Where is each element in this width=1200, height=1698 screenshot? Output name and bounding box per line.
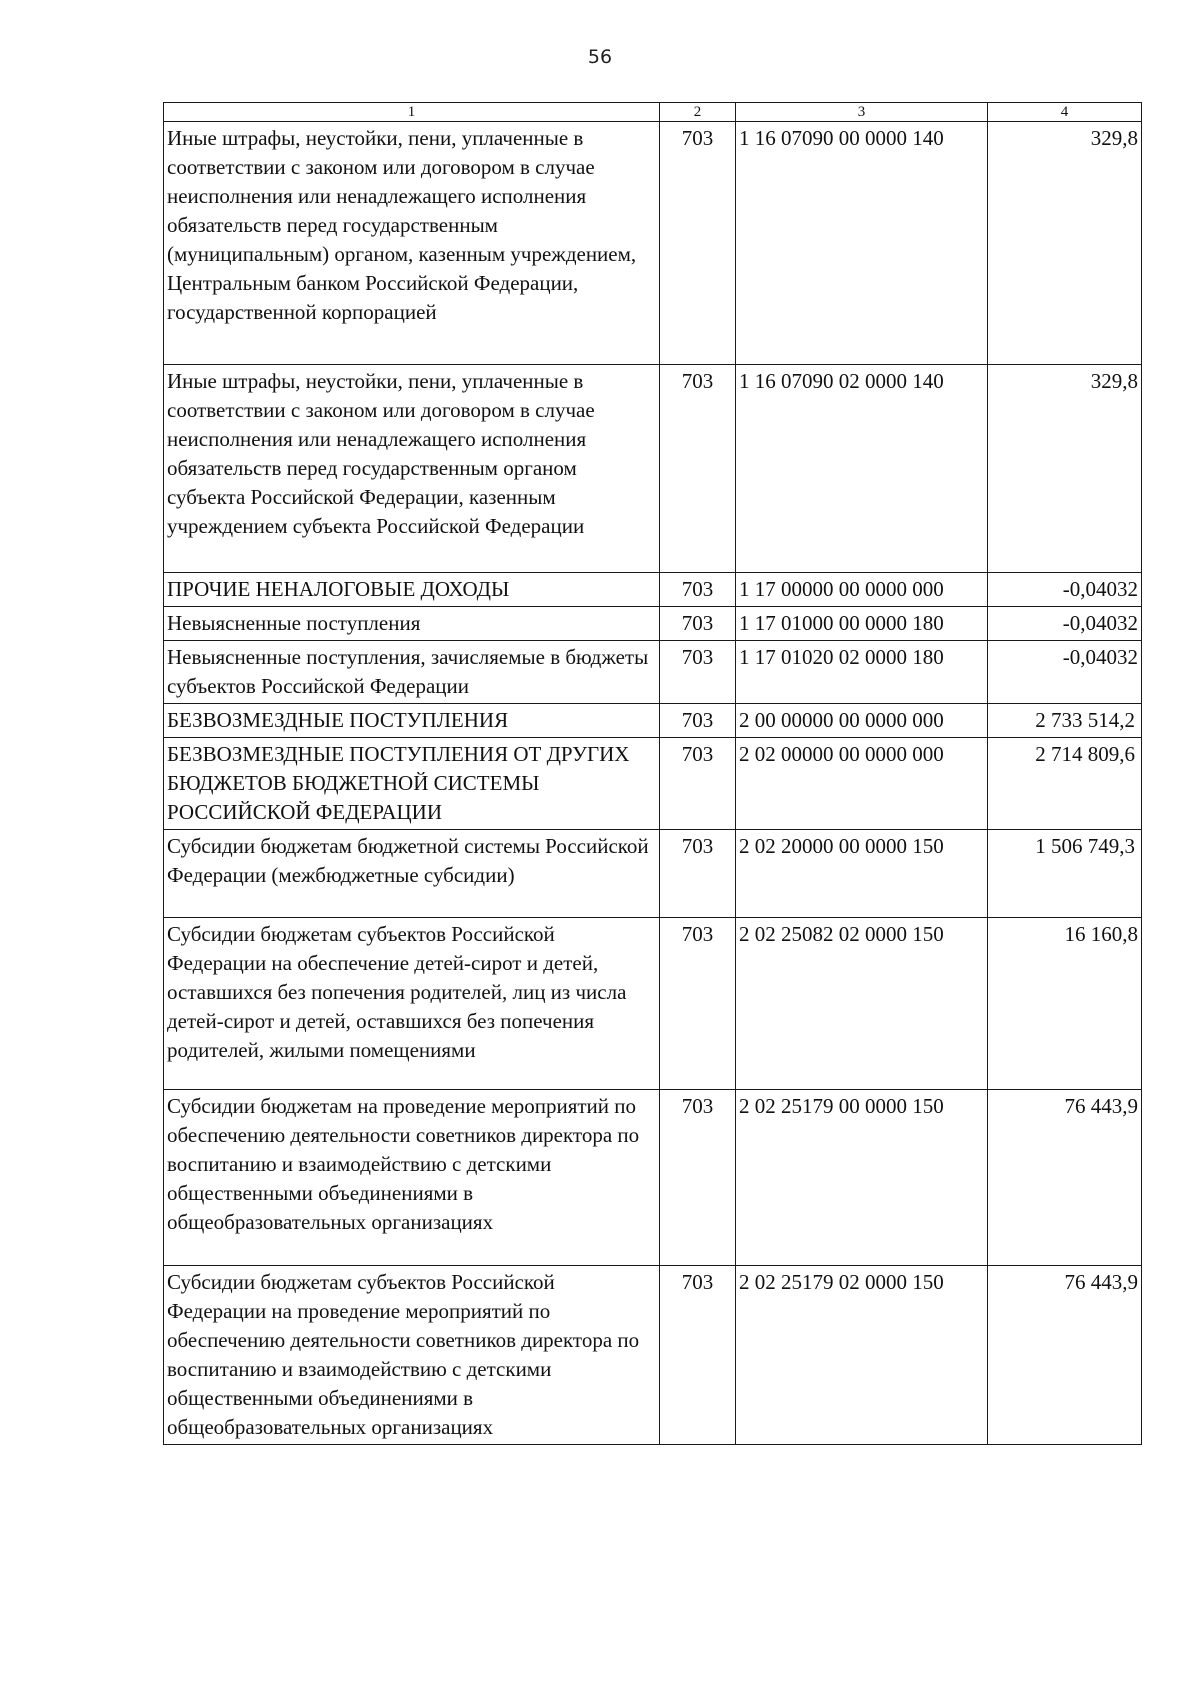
admin-code-cell: 703: [660, 1090, 736, 1266]
table-row: [164, 918, 1142, 1090]
table-row: [164, 641, 1142, 704]
table-row: [164, 704, 1142, 738]
amount-cell: -0,04032: [988, 641, 1142, 704]
budget-code-cell: 2 02 25179 02 0000 150: [736, 1266, 988, 1445]
budget-code-cell: 1 17 00000 00 0000 000: [736, 573, 988, 607]
amount-cell: 329,8: [988, 365, 1142, 573]
revenue-name-cell: БЕЗВОЗМЕЗДНЫЕ ПОСТУПЛЕНИЯ: [164, 704, 660, 738]
table-row: [164, 1090, 1142, 1266]
amount-cell: -0,04032: [988, 573, 1142, 607]
budget-code-cell: 1 16 07090 02 0000 140: [736, 365, 988, 573]
amount-cell: 2 733 514,2: [988, 704, 1142, 738]
column-number-row: [164, 103, 1142, 122]
admin-code-cell: 703: [660, 122, 736, 365]
column-number-header: 3: [736, 103, 988, 122]
revenue-name-cell: Невыясненные поступления: [164, 607, 660, 641]
budget-code-cell: 2 02 00000 00 0000 000: [736, 738, 988, 830]
amount-cell: 329,8: [988, 122, 1142, 365]
admin-code-cell: 703: [660, 704, 736, 738]
amount-cell: 1 506 749,3: [988, 830, 1142, 918]
table-row: [164, 607, 1142, 641]
column-number-header: 1: [164, 103, 660, 122]
revenue-name-cell: Иные штрафы, неустойки, пени, уплаченные в соответствии с законом или договором в случае неисполнения или ненадлежащего исполнения обязательств перед государственным органом субъекта Российской Федерации, казенным учреждением субъекта Российской Федерации: [164, 365, 660, 573]
table-row: [164, 738, 1142, 830]
revenue-name-cell: БЕЗВОЗМЕЗДНЫЕ ПОСТУПЛЕНИЯ ОТ ДРУГИХ БЮДЖЕТОВ БЮДЖЕТНОЙ СИСТЕМЫ РОССИЙСКОЙ ФЕДЕРАЦИИ: [164, 738, 660, 830]
amount-cell: 76 443,9: [988, 1266, 1142, 1445]
revenue-name-cell: Субсидии бюджетам бюджетной системы Российской Федерации (межбюджетные субсидии): [164, 830, 660, 918]
admin-code-cell: 703: [660, 1266, 736, 1445]
revenue-name-cell: Субсидии бюджетам субъектов Российской Федерации на проведение мероприятий по обеспечению деятельности советников директора по воспитанию и взаимодействию с детскими общественными объединениями в общеобразовательных организациях: [164, 1266, 660, 1445]
table-row: [164, 1266, 1142, 1445]
revenue-name-cell: ПРОЧИЕ НЕНАЛОГОВЫЕ ДОХОДЫ: [164, 573, 660, 607]
budget-code-cell: 2 00 00000 00 0000 000: [736, 704, 988, 738]
revenue-name-cell: Субсидии бюджетам на проведение мероприятий по обеспечению деятельности советников директора по воспитанию и взаимодействию с детскими общественными объединениями в общеобразовательных организациях: [164, 1090, 660, 1266]
admin-code-cell: 703: [660, 830, 736, 918]
amount-cell: 2 714 809,6: [988, 738, 1142, 830]
budget-code-cell: 2 02 20000 00 0000 150: [736, 830, 988, 918]
budget-code-cell: 2 02 25179 00 0000 150: [736, 1090, 988, 1266]
revenue-name-cell: Иные штрафы, неустойки, пени, уплаченные в соответствии с законом или договором в случае неисполнения или ненадлежащего исполнения обязательств перед государственным (муниципальным) органом, казенным учреждением, Центральным банком Российской Федерации, государственной корпорацией: [164, 122, 660, 365]
budget-code-cell: 1 17 01000 00 0000 180: [736, 607, 988, 641]
budget-code-cell: 2 02 25082 02 0000 150: [736, 918, 988, 1090]
revenue-name-cell: Субсидии бюджетам субъектов Российской Федерации на обеспечение детей-сирот и детей, оставшихся без попечения родителей, лиц из числа детей-сирот и детей, оставшихся без попечения родителей, жилыми помещениями: [164, 918, 660, 1090]
admin-code-cell: 703: [660, 607, 736, 641]
amount-cell: -0,04032: [988, 607, 1142, 641]
column-number-header: 4: [988, 103, 1142, 122]
column-number-header: 2: [660, 103, 736, 122]
admin-code-cell: 703: [660, 573, 736, 607]
table-row: [164, 365, 1142, 573]
table-row: [164, 122, 1142, 365]
admin-code-cell: 703: [660, 365, 736, 573]
amount-cell: 76 443,9: [988, 1090, 1142, 1266]
amount-cell: 16 160,8: [988, 918, 1142, 1090]
table-row: [164, 830, 1142, 918]
admin-code-cell: 703: [660, 918, 736, 1090]
revenue-name-cell: Невыясненные поступления, зачисляемые в бюджеты субъектов Российской Федерации: [164, 641, 660, 704]
budget-code-cell: 1 16 07090 00 0000 140: [736, 122, 988, 365]
admin-code-cell: 703: [660, 738, 736, 830]
admin-code-cell: 703: [660, 641, 736, 704]
budget-code-cell: 1 17 01020 02 0000 180: [736, 641, 988, 704]
page-number: 56: [587, 46, 613, 68]
table-row: [164, 573, 1142, 607]
revenue-table: [163, 102, 1142, 1445]
